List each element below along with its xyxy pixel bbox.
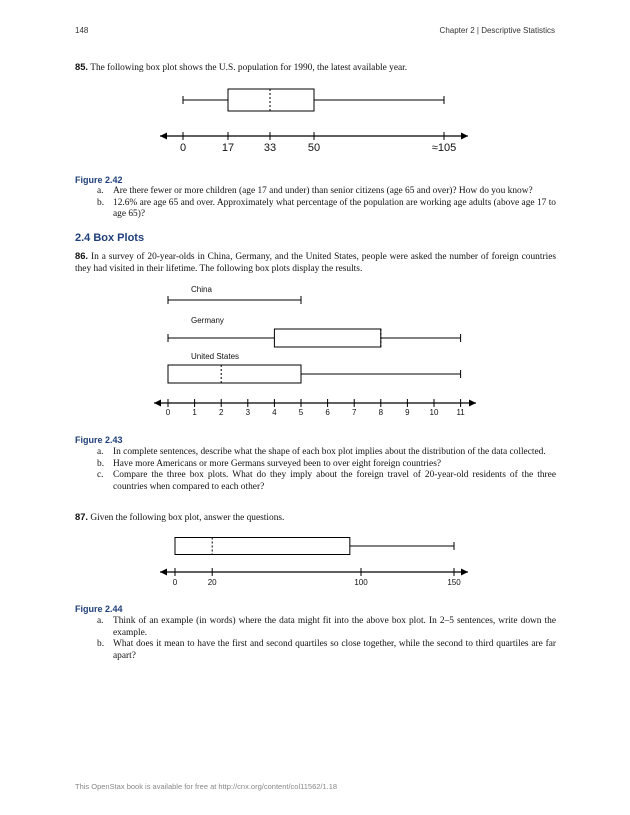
tick-label: 3 xyxy=(245,408,251,417)
axis-arrow-left xyxy=(160,133,167,140)
series-label: China xyxy=(191,285,212,294)
figure-2-43-box-plots xyxy=(140,282,500,422)
tick-label: 9 xyxy=(405,408,410,417)
tick-label: 10 xyxy=(429,408,439,417)
axis-arrow-right xyxy=(469,400,476,407)
list-item: b. 12.6% are age 65 and over. Approximately what percentage of the population are working age adults (above age 17 to age 65)? xyxy=(97,197,556,219)
tick-label: 0 xyxy=(165,408,171,417)
box xyxy=(274,329,380,347)
tick-label: 11 xyxy=(456,408,465,417)
question-number: 86. xyxy=(75,250,89,261)
box xyxy=(175,538,350,555)
question-text: Given the following box plot, answer the questions. xyxy=(90,513,285,523)
question-86-parts xyxy=(97,447,556,493)
box-plot-3 xyxy=(160,538,468,588)
list-item: b. Have more Americans or more Germans surveyed been to over eight foreign countries? xyxy=(97,458,442,469)
tick-label: 2 xyxy=(218,408,224,417)
section-heading: 2.4 Box Plots xyxy=(75,232,145,244)
list-item: c. Compare the three box plots. What do they imply about the foreign travel of 20-year-old residents of the three countries when compared to each other? xyxy=(97,470,556,492)
chapter-title: Chapter 2 | Descriptive Statistics xyxy=(439,26,555,35)
question-85-parts xyxy=(97,186,556,221)
axis-arrow-right xyxy=(461,569,468,576)
tick-label: 4 xyxy=(272,408,277,417)
footer-note: This OpenStax book is available for free at http://cnx.org/content/col11562/1.18 xyxy=(75,782,338,791)
series-label: United States xyxy=(191,352,240,361)
figure-caption: Figure 2.42 xyxy=(75,175,123,185)
question-text: The following box plot shows the U.S. population for 1990, the latest available year. xyxy=(90,63,408,73)
tick-label: 100 xyxy=(354,578,368,587)
series-label: Germany xyxy=(191,316,224,325)
question-86 xyxy=(75,250,556,275)
axis-arrow-left xyxy=(154,400,161,407)
tick-label: 1 xyxy=(192,408,197,417)
box xyxy=(228,89,314,111)
tick-label: ≈105 xyxy=(431,142,457,154)
tick-label: 50 xyxy=(307,142,321,154)
figure-2-44-box-plot xyxy=(150,530,480,596)
list-item: a. Are there fewer or more children (age 17 and under) than senior citizens (age 65 and over)? How do you know? xyxy=(97,186,533,196)
tick-label: 0 xyxy=(172,578,178,587)
question-number: 87. xyxy=(75,511,89,522)
question-87 xyxy=(75,511,556,525)
question-87-parts xyxy=(97,616,556,662)
list-item: a. Think of an example (in words) where the data might fit into the above box plot. In 2–5 sentences, write down the example. xyxy=(97,616,556,638)
box-plot-1 xyxy=(160,89,468,154)
figure-caption: Figure 2.44 xyxy=(75,604,123,614)
tick-label: 20 xyxy=(207,578,217,587)
page-number: 148 xyxy=(75,26,89,35)
axis-arrow-left xyxy=(160,569,167,576)
question-number: 85. xyxy=(75,61,89,72)
list-item: b. What does it mean to have the first and second quartiles so close together, while the second to third quartiles are far apart? xyxy=(97,639,556,661)
question-85 xyxy=(75,61,556,75)
tick-label: 150 xyxy=(447,578,461,587)
figure-2-42-box-plot xyxy=(150,82,490,162)
axis-arrow-right xyxy=(461,133,468,140)
tick-label: 0 xyxy=(179,142,187,154)
figure-caption: Figure 2.43 xyxy=(75,435,123,445)
box-plot-2 xyxy=(154,285,476,417)
tick-label: 5 xyxy=(298,408,304,417)
list-item: a. In complete sentences, describe what the shape of each box plot implies about the distribution of the data collected. xyxy=(97,447,546,457)
tick-label: 17 xyxy=(221,142,235,154)
tick-label: 6 xyxy=(325,408,330,417)
question-text: In a survey of 20-year-olds in China, Germany, and the United States, people were asked the number of foreign countries they had visited in their lifetime. The following box plots display the results. xyxy=(75,252,557,274)
tick-label: 33 xyxy=(263,142,277,154)
box xyxy=(168,365,301,383)
tick-label: 7 xyxy=(351,408,357,417)
tick-label: 8 xyxy=(378,408,384,417)
